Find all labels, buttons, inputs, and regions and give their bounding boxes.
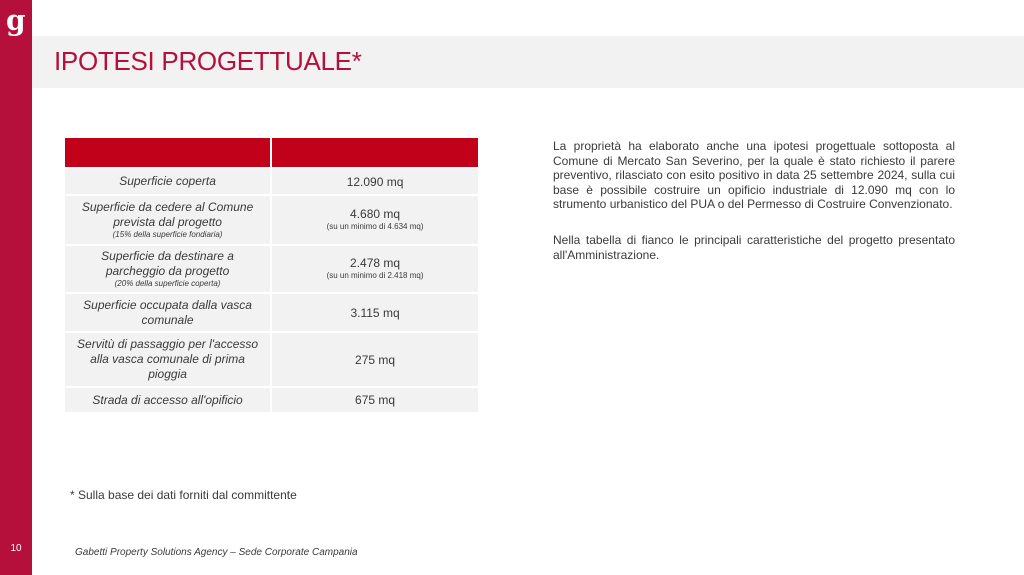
row-label [64,293,271,332]
table-row [64,195,479,245]
row-label [64,195,271,245]
row-value [271,387,479,413]
table-header-row [64,137,479,168]
row-label-text: Servitù di passaggio per l'accesso alla vasca comunale di prima pioggia [77,337,259,381]
row-value [271,168,479,195]
row-label-note: (20% della superficie coperta) [114,279,221,288]
row-value [271,195,479,245]
row-value [271,293,479,332]
table-row [64,168,479,195]
row-label [64,332,271,387]
footnote: * Sulla base dei dati forniti dal committente [70,488,297,502]
table-row [64,245,479,293]
row-value-note: (su un minimo di 4.634 mq) [326,222,424,231]
row-value-text: 12.090 mq [346,174,404,189]
row-label-text: Strada di accesso all'opificio [92,392,243,407]
table-row [64,387,479,413]
row-value-text: 275 mq [355,352,396,367]
row-label-note: (15% della superficie fondiaria) [112,230,223,239]
row-label-text: Superficie coperta [119,174,216,188]
sidebar-band [0,0,32,575]
table-header-cell [64,137,271,168]
row-label [64,168,271,195]
project-table [63,136,480,414]
footer-text: Gabetti Property Solutions Agency – Sede Corporate Campania [75,547,358,558]
page-title: IPOTESI PROGETTUALE* [54,46,362,76]
row-value [271,245,479,293]
row-value-text: 675 mq [355,393,396,407]
page-number: 10 [10,543,22,554]
table-intro-paragraph: Nella tabella di fianco le principali caratteristiche del progetto presentato all'Amministrazione. [553,233,955,262]
row-label-text: Superficie occupata dalla vasca comunale [83,297,252,327]
row-value [271,332,479,387]
table-row [64,332,479,387]
brand-logo: g [6,4,26,37]
row-value-text: 2.478 mq [350,256,401,270]
row-label-text: Superficie da cedere al Comune prevista dal progetto [81,200,254,229]
row-value-text: 4.680 mq [350,207,401,221]
row-value-text: 3.115 mq [350,305,400,320]
table-row [64,293,479,332]
table-header-cell [271,137,479,168]
row-label-text: Superficie da destinare a parcheggio da progetto [101,249,234,278]
description-paragraph: La proprietà ha elaborato anche una ipotesi progettuale sottoposta al Comune di Mercato San Severino, per la quale è stato richiesto il parere preventivo, rilasciato con esito positivo in data 25 settembre 2024, sulla cui base è possibile costruire un opificio industriale di 12.090 mq con lo strumento urbanistico del PUA o del Permesso di Costruire Convenzionato. [553,139,955,211]
row-label [64,387,271,413]
row-value-note: (su un minimo di 2.418 mq) [326,271,424,280]
row-label [64,245,271,293]
